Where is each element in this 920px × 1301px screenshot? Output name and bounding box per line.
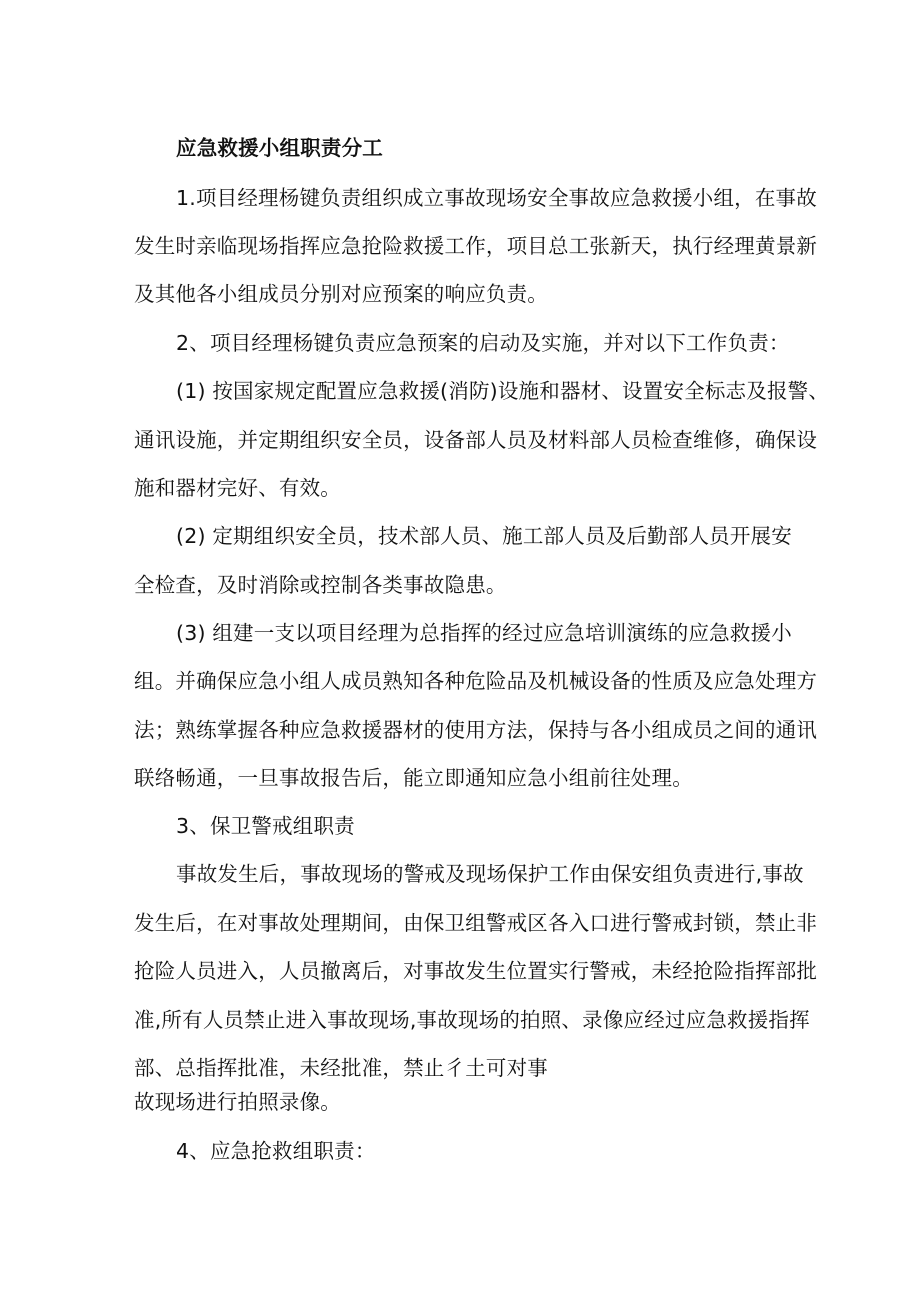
paragraph-line: (1) 按国家规定配置应急救援(消防)设施和器材、设置安全标志及报警、 xyxy=(176,379,830,403)
paragraph-line: 组。并确保应急小组人成员熟知各种危险品及机械设备的性质及应急处理方 xyxy=(134,669,818,693)
paragraph-line: 部、总指挥批准，未经批准，禁止彳土可对事 xyxy=(134,1056,548,1080)
paragraph-line: (3) 组建一支以项目经理为总指挥的经过应急培训演练的应急救援小 xyxy=(176,621,792,645)
paragraph-line: 2、项目经理杨键负责应急预案的启动及实施，并对以下工作负责： xyxy=(176,331,790,355)
paragraph-line: 通讯设施，并定期组织安全员，设备部人员及材料部人员检查维修，确保设 xyxy=(134,428,818,452)
section-heading: 3、保卫警戒组职责 xyxy=(176,814,355,838)
paragraph-line: 全检查，及时消除或控制各类事故隐患。 xyxy=(134,573,507,597)
paragraph-line: 抢险人员进入，人员撤离后，对事故发生位置实行警戒，未经抢险指挥部批 xyxy=(134,959,818,983)
paragraph-line: 施和器材完好、有效。 xyxy=(134,476,341,500)
paragraph-line: 及其他各小组成员分别对应预案的响应负责。 xyxy=(134,282,548,306)
paragraph-line: 发生后，在对事故处理期间，由保卫组警戒区各入口进行警戒封锁，禁止非 xyxy=(134,911,818,935)
paragraph-line: 事故发生后，事故现场的警戒及现场保护工作由保安组负责进行,事故 xyxy=(176,862,804,886)
paragraph-line: 发生时亲临现场指挥应急抢险救援工作，项目总工张新天，执行经理黄景新 xyxy=(134,234,818,258)
paragraph-line: 联络畅通，一旦事故报告后，能立即通知应急小组前往处理。 xyxy=(134,766,693,790)
paragraph-line: (2) 定期组织安全员，技术部人员、施工部人员及后勤部人员开展安 xyxy=(176,524,792,548)
paragraph-line: 准,所有人员禁止进入事故现场,事故现场的拍照、录像应经过应急救援指挥 xyxy=(134,1008,810,1032)
document-title: 应急救援小组职责分工 xyxy=(176,136,383,160)
paragraph-line: 1.项目经理杨键负责组织成立事故现场安全事故应急救援小组，在事故 xyxy=(176,186,817,210)
section-heading: 4、应急抢救组职责： xyxy=(176,1139,376,1163)
paragraph-line: 法；熟练掌握各种应急救援器材的使用方法，保持与各小组成员之间的通讯 xyxy=(134,718,818,742)
paragraph-line: 故现场进行拍照录像。 xyxy=(134,1090,341,1114)
